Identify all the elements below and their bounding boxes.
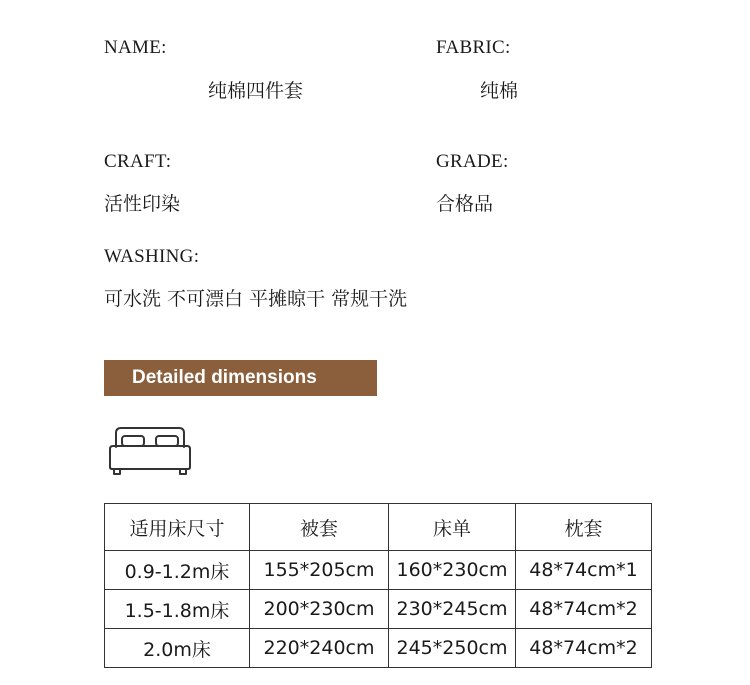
- dimensions-table: [104, 503, 652, 668]
- detailed-dimensions-banner: Detailed dimensions: [104, 360, 377, 396]
- table-cell: 0.9-1.2m床: [105, 551, 250, 590]
- table-cell: 155*205cm: [250, 551, 389, 590]
- craft-value: 活性印染: [104, 193, 181, 215]
- table-header-cell: 被套: [250, 504, 389, 551]
- table-cell: 48*74cm*2: [516, 590, 652, 629]
- table-header-cell: 适用床尺寸: [105, 504, 250, 551]
- table-row: [105, 629, 652, 668]
- table-header-cell: 枕套: [516, 504, 652, 551]
- table-cell: 200*230cm: [250, 590, 389, 629]
- table-cell: 48*74cm*1: [516, 551, 652, 590]
- table-row: [105, 590, 652, 629]
- grade-label: GRADE:: [436, 151, 509, 172]
- name-value: 纯棉四件套: [208, 80, 304, 102]
- washing-value: 可水洗 不可漂白 平摊晾干 常规干洗: [104, 288, 408, 310]
- table-cell: 220*240cm: [250, 629, 389, 668]
- name-label: NAME:: [104, 37, 167, 58]
- table-row: [105, 551, 652, 590]
- table-cell: 1.5-1.8m床: [105, 590, 250, 629]
- washing-label: WASHING:: [104, 246, 200, 267]
- bed-icon: [104, 425, 196, 477]
- craft-label: CRAFT:: [104, 151, 172, 172]
- fabric-label: FABRIC:: [436, 37, 511, 58]
- table-header-cell: 床单: [389, 504, 516, 551]
- table-cell: 2.0m床: [105, 629, 250, 668]
- table-cell: 160*230cm: [389, 551, 516, 590]
- table-cell: 245*250cm: [389, 629, 516, 668]
- table-cell: 230*245cm: [389, 590, 516, 629]
- table-header-row: [105, 504, 652, 551]
- grade-value: 合格品: [436, 193, 494, 215]
- table-cell: 48*74cm*2: [516, 629, 652, 668]
- fabric-value: 纯棉: [480, 80, 519, 102]
